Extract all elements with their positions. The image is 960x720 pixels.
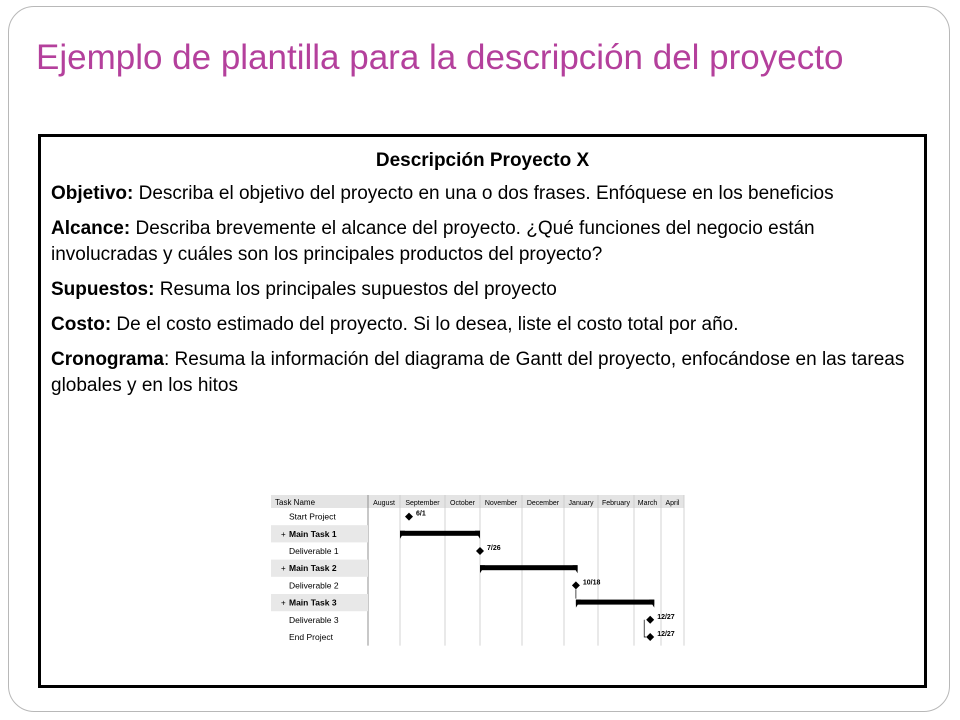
gantt-task-name: Main Task 2 [289,563,337,574]
gantt-task-name: Deliverable 1 [289,546,339,556]
gantt-dependency-arrow [644,620,646,637]
gantt-month-label: January [568,500,594,507]
paragraph-costo [51,312,914,338]
gantt-task-name: Main Task 1 [289,528,337,539]
paragraph-label: Objetivo: [51,183,134,204]
gantt-milestone [405,513,413,521]
gantt-milestone-date: 7/26 [487,545,501,552]
paragraph-text: : Resuma la información del diagrama de Gantt del proyecto, enfocándose en las tareas globales y en los hitos [51,349,905,396]
gantt-month-label: March [637,500,658,507]
gantt-month-label: September [405,500,440,507]
paragraph-text: Resuma los principales supuestos del proyecto [154,279,557,300]
paragraph-label: Cronograma [51,349,164,370]
paragraph-label: Alcance: [51,218,131,239]
gantt-milestone [646,616,654,624]
gantt-task-name: Main Task 3 [289,597,337,608]
gantt-month-label: February [601,500,631,507]
gantt-chart [271,495,691,655]
gantt-milestone-date: 6/1 [416,510,426,518]
gantt-summary-bar [576,600,654,605]
gantt-header-label: Task Name [275,498,316,507]
gantt-month-label: August [373,500,395,507]
paragraph-text: Describa brevemente el alcance del proyecto. ¿Qué funciones del negocio están involucradas y cuáles son los principales productos del proyecto? [51,218,815,265]
gantt-summary-bar [400,531,480,536]
paragraph-supuestos [51,277,914,303]
gantt-task-name: Start Project [289,511,336,522]
paragraph-alcance [51,216,914,268]
gantt-month-label: April [665,500,680,507]
gantt-task-name: Deliverable 3 [289,614,339,625]
gantt-expand-marker: + [281,529,286,539]
paragraph-cronograma [51,347,914,399]
project-description-box [38,134,927,688]
gantt-milestone-date: 12/27 [657,613,675,621]
gantt-month-label: November [484,500,518,507]
gantt-milestone [476,547,484,555]
slide-title: Ejemplo de plantilla para la descripción del proyecto [36,38,844,77]
gantt-summary-bar [480,565,578,570]
gantt-milestone [572,581,580,589]
box-heading: Descripción Proyecto X [375,150,590,171]
gantt-expand-marker: + [281,564,286,574]
paragraph-objetivo [51,181,914,207]
paragraph-text: De el costo estimado del proyecto. Si lo desea, liste el costo total por año. [111,314,739,335]
gantt-task-name: Deliverable 2 [289,580,339,591]
gantt-milestone-date: 10/18 [582,579,601,587]
gantt-task-name: End Project [289,632,333,642]
gantt-month-label: October [450,500,475,507]
gantt-milestone-date: 12/27 [657,631,675,638]
gantt-month-label: December [526,500,560,507]
paragraph-label: Costo: [51,314,112,335]
gantt-milestone [646,633,654,641]
paragraph-text: Describa el objetivo del proyecto en una o dos frases. Enfóquese en los beneficios [133,183,834,204]
gantt-expand-marker: + [281,598,286,608]
paragraph-label: Supuestos: [51,279,155,300]
